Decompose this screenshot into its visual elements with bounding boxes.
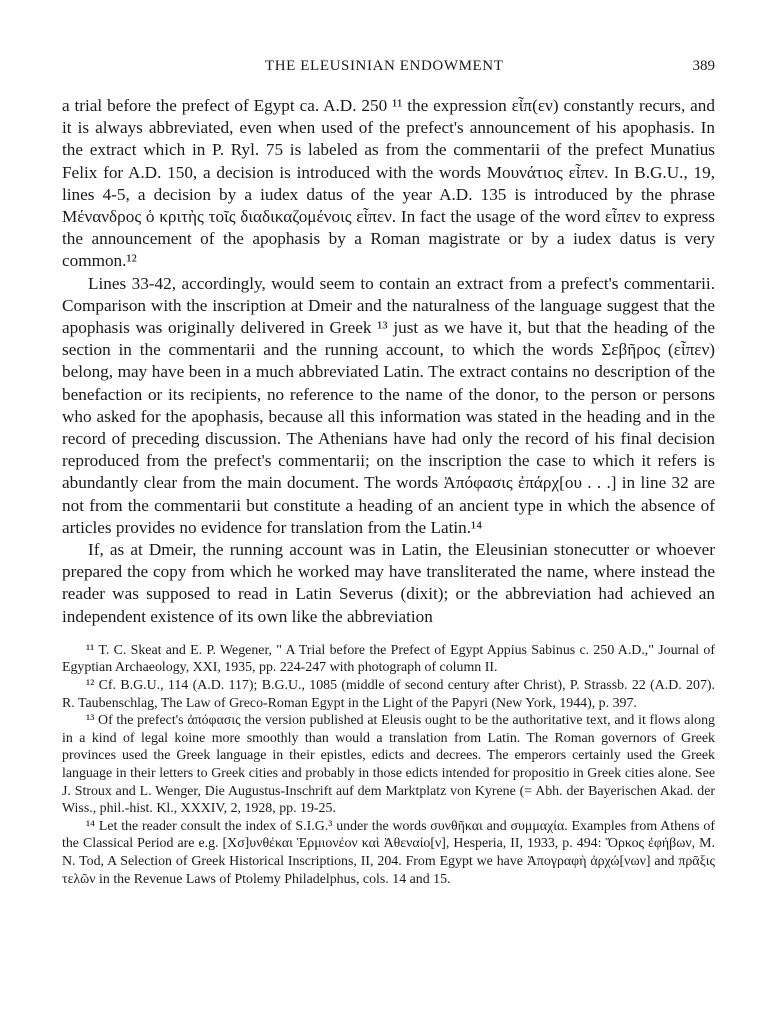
paragraph-3: If, as at Dmeir, the running account was in Latin, the Eleusinian stonecutter or whoever prepared the copy from which he worked may have transliterated the name, where instead the reader was supposed to read in Latin Severus (dixit); or the abbreviation had achieved an independent existence of its own like the abbreviation — [62, 540, 715, 626]
paragraph-1: a trial before the prefect of Egypt ca. A.D. 250 ¹¹ the expression εἶπ(εν) constantly recurs, and it is always abbreviated, even when used of the prefect's announcement of his apophasis. In the extract which in P. Ryl. 75 is labeled as from the commentarii of the prefect Munatius Felix for A.D. 150, a decision is introduced with the words Μουνάτιος εἶπεν. In B.G.U., 19, lines 4-5, a decision by a iudex datus of the year A.D. 135 is introduced by the phrase Μένανδρος ὁ κριτὴς τοῖς διαδικαζομένοις εἶπεν. In fact the usage of the word εἶπεν to express the announcement of the apophasis by a Roman magistrate or by a iudex datus is very common.¹² — [62, 96, 715, 271]
main-text — [62, 95, 715, 628]
footnote-12: ¹² Cf. B.G.U., 114 (A.D. 117); B.G.U., 1085 (middle of second century after Christ), P. Strassb. 22 (A.D. 207). R. Taubenschlag, The Law of Greco-Roman Egypt in the Light of the Papyri (New York, 1944), p. 397. — [62, 678, 715, 711]
footnotes — [62, 642, 715, 888]
page-number: 389 — [692, 58, 715, 74]
footnote-13: ¹³ Of the prefect's ἀπόφασις the version published at Eleusis ought to be the authoritative text, and it flows along in a kind of legal koine more smoothly than would a translation from Latin. The Roman governors of Greek provinces used the Greek language in their epistles, edicts and decrees. The emperors certainly used the Greek language in their letters to Greek cities and probably in those edicts intended for propositio in Greek cities alone. See J. Stroux and L. Wenger, Die Augustus-Inschrift auf dem Marktplatz von Kyrene (= Abh. der Bayerischen Akad. der Wiss., phil.-hist. Kl., XXXIV, 2, 1928, pp. 19-25. — [62, 713, 715, 817]
footnote-14: ¹⁴ Let the reader consult the index of S.I.G.³ under the words συνθῆκαι and συμμαχία. Examples from Athens of the Classical Period are e.g. [Χσ]υνθέκαι Ἑρμιονέον καὶ Ἀθεναίο[ν], Hesperia, II, 1933, p. 494: Ὅρκος ἐφήβων, M. N. Tod, A Selection of Greek Historical Inscriptions, II, 204. From Egypt we have Ἀπογραφὴ ἀρχώ[νων] and πρᾶξις τελῶν in the Revenue Laws of Ptolemy Philadelphus, cols. 14 and 15. — [62, 818, 715, 887]
running-header — [62, 58, 715, 75]
footnote-11: ¹¹ T. C. Skeat and E. P. Wegener, " A Trial before the Prefect of Egypt Appius Sabinus c. 250 A.D.," Journal of Egyptian Archaeology, XXI, 1935, pp. 224-247 with photograph of column II. — [62, 642, 715, 676]
running-title: THE ELEUSINIAN ENDOWMENT — [264, 58, 504, 74]
paragraph-2: Lines 33-42, accordingly, would seem to contain an extract from a prefect's commentarii. Comparison with the inscription at Dmeir and the naturalness of the language suggest that the apophasis was originally delivered in Greek ¹³ just as we have it, but that the heading of the section in the commentarii and the running account, to which the words Σεβῆρος (εἶπεν) belong, may have been in a much abbreviated Latin. The extract contains no description of the benefaction or its recipients, no reference to the name of the donor, to the person or persons who asked for the apophasis, because all this information was stated in the heading and in the record of preceding discussion. The Athenians have had only the record of his final decision reproduced from the prefect's commentarii; on the inscription the case to which it refers is abundantly clear from the main document. The words Ἀπόφασις ἐπάρχ[ου . . .] in line 32 are not from the commentarii but constitute a heading of an ancient type in which the absence of articles provides no evidence for translation from the Latin.¹⁴ — [62, 273, 715, 537]
